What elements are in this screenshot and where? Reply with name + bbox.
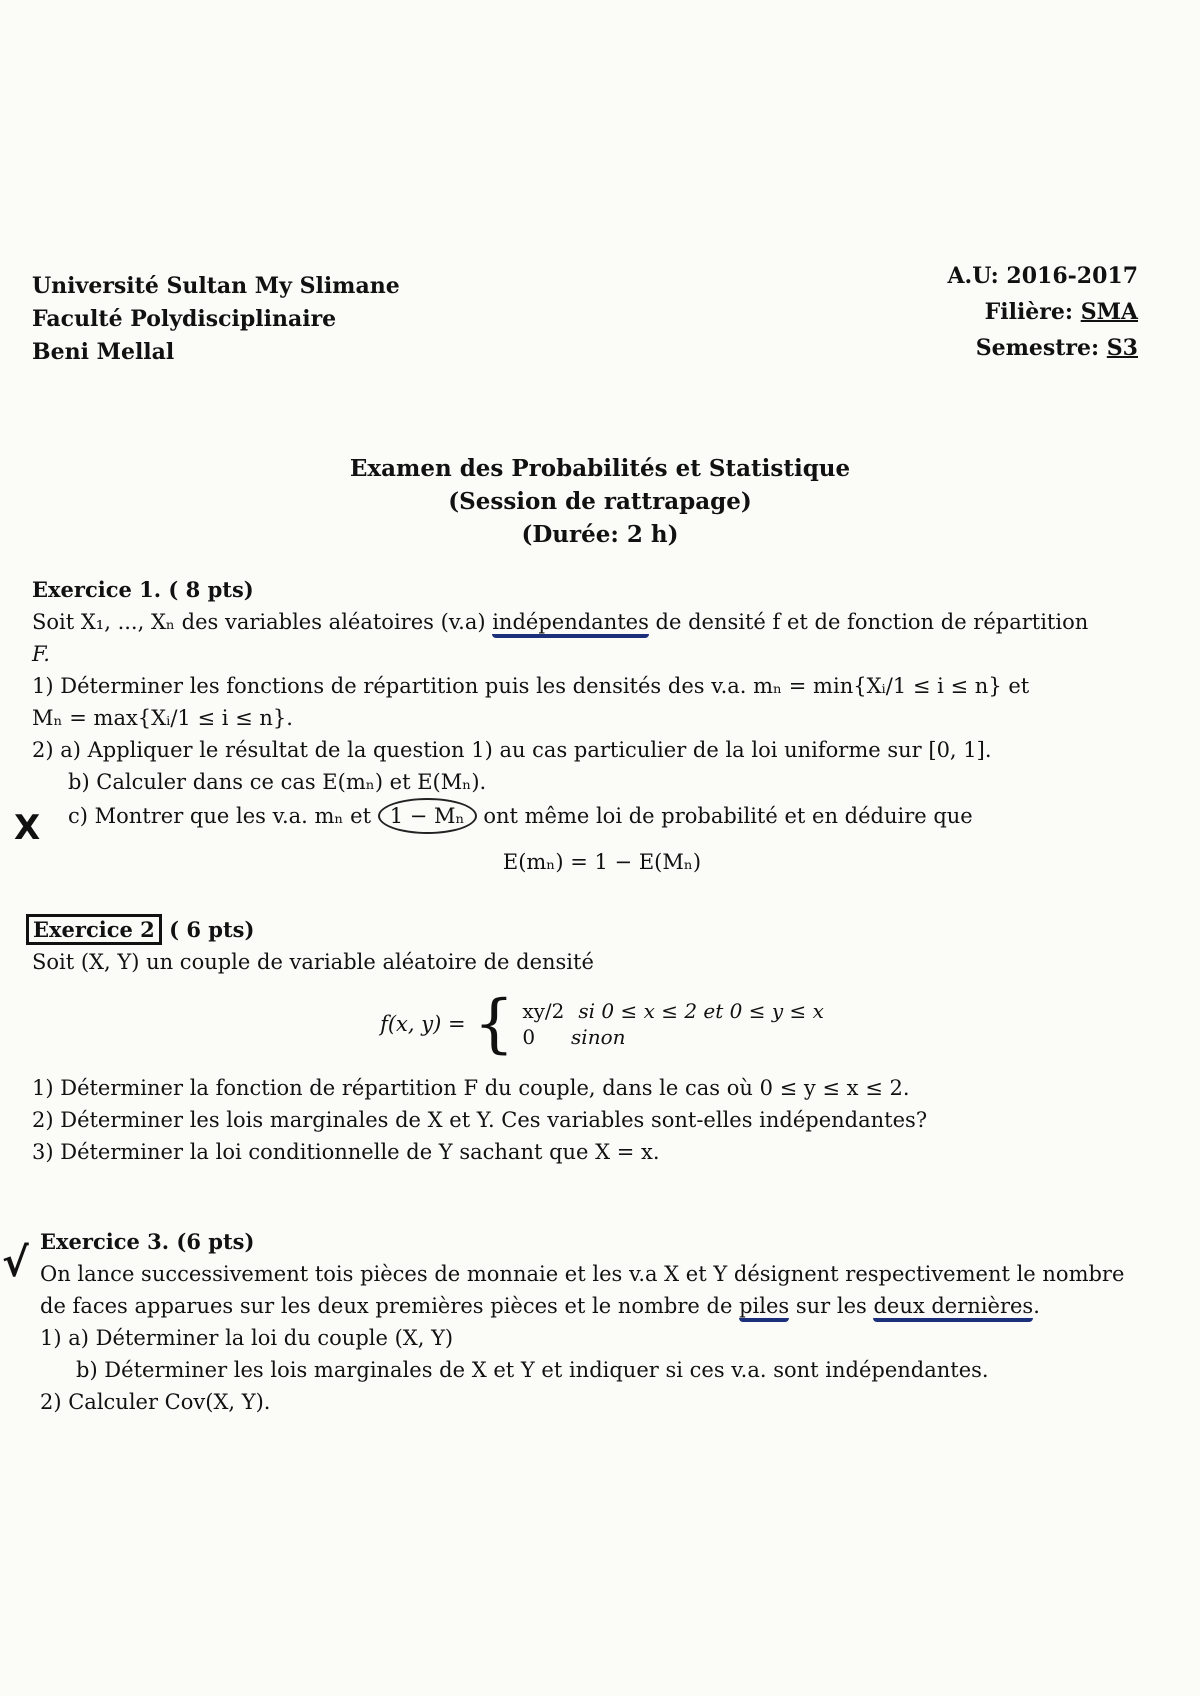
academic-year: A.U: 2016-2017 xyxy=(947,263,1138,289)
faculty-name: Faculté Polydisciplinaire xyxy=(32,306,337,332)
exercise-3-q1b: b) Déterminer les lois marginales de X et Y et indiquer si ces v.a. sont indépendantes. xyxy=(76,1358,989,1382)
exercise-3-statement: On lance successivement tois pièces de monnaie et les v.a X et Y désignent respectivement le nombre xyxy=(40,1262,1125,1286)
session-info xyxy=(947,258,1138,366)
exercise-2-q3: 3) Déterminer la loi conditionnelle de Y sachant que X = x. xyxy=(32,1140,660,1164)
exercise-1-q2a: 2) a) Appliquer le résultat de la question 1) au cas particulier de la loi uniforme sur [0, 1]. xyxy=(32,738,992,762)
handwritten-check-mark: √ xyxy=(2,1240,29,1286)
exercise-2 xyxy=(32,914,1172,1168)
exercise-2-heading: Exercice 2 ( 6 pts) xyxy=(32,914,1172,946)
exercise-1: Exercice 1. ( 8 pts) Soit X₁, ..., Xₙ des variables aléatoires (v.a) indépendantes de densité f et de fonction de répartition F. 1) Déterminer les fonctions de répartition puis les densités des v.a. mₙ = min{Xᵢ/1 ≤ i ≤ n} et Mₙ = max{Xᵢ/1 ≤ i ≤ n}. 2) a) Appliquer le résultat de la question 1) au cas particulier de la loi uniforme sur [0, 1]. b) Calculer dans ce cas E(mₙ) et E(Mₙ). c) Montrer que les v.a. mₙ et 1 − Mₙ ont même loi de probabilité et en déduire que E(mₙ) = 1 − E(Mₙ) xyxy=(32,574,1172,878)
title-line-2: (Session de rattrapage) xyxy=(448,488,752,515)
circled-expression: 1 − Mₙ xyxy=(378,798,477,834)
exercise-3-q2: 2) Calculer Cov(X, Y). xyxy=(40,1390,271,1414)
exam-title xyxy=(0,452,1200,551)
institution-header xyxy=(32,270,400,369)
exercise-3: Exercice 3. (6 pts) On lance successivement tois pièces de monnaie et les v.a X et Y désignent respectivement le nombre de faces apparues sur les deux premières pièces et le nombre de piles sur les deux dernières. 1) a) Déterminer la loi du couple (X, Y) b) Déterminer les lois marginales de X et Y et indiquer si ces v.a. sont indépendantes. 2) Calculer Cov(X, Y). xyxy=(40,1226,1180,1418)
exercise-1-formula: E(mₙ) = 1 − E(Mₙ) xyxy=(502,850,702,874)
brace-icon: { xyxy=(473,987,515,1061)
title-line-3: (Durée: 2 h) xyxy=(521,521,679,548)
handwritten-x-mark: X xyxy=(14,808,41,848)
university-name: Université Sultan My Slimane xyxy=(32,273,400,299)
city-name: Beni Mellal xyxy=(32,339,175,365)
filiere: Filière: SMA xyxy=(984,299,1138,325)
density-formula: f(x, y) = { xy/2 si 0 ≤ x ≤ 2 et 0 ≤ y ≤ x 0 sinon xyxy=(380,987,824,1061)
exercise-1-q2b: b) Calculer dans ce cas E(mₙ) et E(Mₙ). xyxy=(68,770,487,794)
title-line-1: Examen des Probabilités et Statistique xyxy=(349,455,851,482)
exercise-2-q2: 2) Déterminer les lois marginales de X et Y. Ces variables sont-elles indépendantes? xyxy=(32,1108,928,1132)
exercise-3-q1a: 1) a) Déterminer la loi du couple (X, Y) xyxy=(40,1326,454,1350)
exercise-1-statement: Soit X₁, ..., Xₙ des variables aléatoires (v.a) indépendantes de densité f et de fonction de répartition xyxy=(32,606,1172,638)
exercise-1-q2c: c) Montrer que les v.a. mₙ et 1 − Mₙ ont même loi de probabilité et en déduire que xyxy=(32,798,1172,834)
exercise-2-statement: Soit (X, Y) un couple de variable aléatoire de densité xyxy=(32,950,594,974)
semestre: Semestre: S3 xyxy=(975,335,1138,361)
exercise-3-heading: Exercice 3. (6 pts) xyxy=(40,1229,255,1254)
exercise-2-q1: 1) Déterminer la fonction de répartition F du couple, dans le cas où 0 ≤ y ≤ x ≤ 2. xyxy=(32,1076,910,1100)
exercise-1-q1: 1) Déterminer les fonctions de répartition puis les densités des v.a. mₙ = min{Xᵢ/1 ≤ i ≤ n} et xyxy=(32,674,1030,698)
exercise-1-heading: Exercice 1. ( 8 pts) xyxy=(32,577,254,602)
underlined-word: indépendantes xyxy=(492,610,649,638)
